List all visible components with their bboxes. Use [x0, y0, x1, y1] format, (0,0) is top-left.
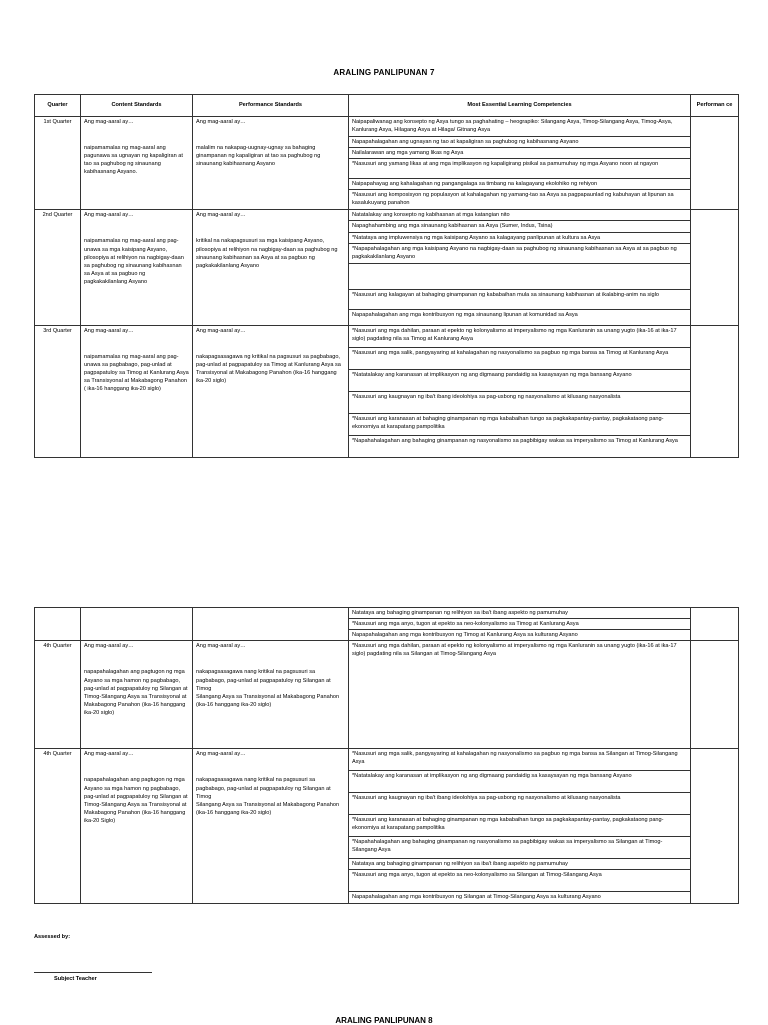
competency: *Napapahalagahan ang mga kaisipang Asyano na nagbigay-daan sa paghubog ng sinaunang kabihasnan sa Asya at sa pagbuo ng pagkakakilanlang Asyano — [349, 243, 691, 263]
quarter-label: 3rd Quarter — [35, 325, 81, 457]
competency: *Napahahalagahan ang bahaging ginampanan ng nasyonalismo sa pagbibigay wakas sa imperyalismo sa Silangan at Timog-Silangang Asya — [349, 837, 691, 859]
competency: Natataya ang bahaging ginampanan ng relihiyon sa iba't ibang aspekto ng pamumuhay — [349, 859, 691, 870]
performance-text-b: Silangang Asya sa Transisyonal at Makabagong Panahon (ika-16 hanggang ika-20 siglo) — [196, 801, 340, 816]
performance-cell — [691, 749, 739, 903]
performance-standard — [193, 210, 349, 325]
performance-lead: Ang mag-aaral ay… — [196, 119, 246, 125]
competency: *Nasusuri ang mga dahilan, paraan at epekto ng kolonyalismo at imperyalismo ng mga Kanluranin sa unang yugto (ika-16 at ika-17 siglo) pagdating nila sa Silangan at Timog-Silangang Asya — [349, 641, 691, 749]
competency: *Nasusuri ang karanasan at bahaging ginampanan ng mga kababaihan tungo sa pagkakapantay-pantay, pagkakataong pang-ekonomiya at karapatang pampolitika — [349, 413, 691, 435]
competency: *Nasusuri ang kaugnayan ng iba't ibang ideolohiya sa pag-usbong ng nasyonalismo at kilusang nasyonalista — [349, 391, 691, 413]
performance-text: kritikal na nakapagsusuri sa mga kaisipang Asyano, pilosopiya at relihiyon na nagbigay-daan sa paghubog ng sinaunang kabihasnan sa Asya at sa pagbuo ng pagkakakilanlang Asyano — [196, 238, 338, 269]
content-text: naipamamalas ng mag-aaral ang pag-unawa sa mga kaisipang Asyano, pilosopiya at relihiyon na nagbigay-daan sa paghubog ng sinaunang kabihasnan sa Asya at sa pagbuo ng pagkakakilanlang Asyano — [84, 238, 184, 285]
content-dates: ( ika-16 hanggang ika-20 siglo) — [84, 386, 161, 393]
competency: *Nasusuri ang kaugnayan ng iba't ibang ideolohiya sa pag-usbong ng nasyonalismo at kilusang nasyonalista — [349, 793, 691, 815]
subject-teacher-label: Subject Teacher — [54, 976, 97, 982]
competency: *Napahahalagahan ang bahaging ginampanan ng nasyonalismo sa pagbibigay wakas sa imperyalismo sa Timog at Kanlurang Asya — [349, 435, 691, 457]
competency: *Nasusuri ang kalagayan at bahaging ginampanan ng kababaihan mula sa sinaunang kabihasnan at ikalabing-anim na siglo — [349, 289, 691, 309]
competency: Natataya ang bahaging ginampanan ng relihiyon sa iba't ibang aspekto ng pamumuhay — [349, 608, 691, 619]
next-page-title: ARALING PANLIPUNAN 8 — [335, 1016, 433, 1025]
competency: Napapahalagahan ang mga kontribusyon ng Timog at Kanlurang Asya sa kulturang Asyano — [349, 630, 691, 641]
competency: Napaghahambing ang mga sinaunang kabihasnan sa Asya (Sumer, Indus, Tsina) — [349, 221, 691, 232]
performance-text-a: nakapagsasagawa nang kritikal na pagsusuri sa pagbabago, pag-unlad at pagpapatuloy ng Silangan at Timog — [196, 669, 331, 692]
assessed-by-label: Assessed by: — [34, 934, 71, 940]
quarter-label: 2nd Quarter — [35, 210, 81, 325]
content-empty — [81, 608, 193, 641]
performance-text-b: Silangang Asya sa Transisyonal at Makabagong Panahon (ika-16 hanggang ika-20 siglo) — [196, 693, 340, 708]
signature-line — [34, 972, 152, 973]
page-title: ARALING PANLIPUNAN 7 — [333, 68, 435, 77]
content-lead: Ang mag-aaral ay… — [84, 119, 134, 125]
content-standard — [81, 210, 193, 325]
performance-lead: Ang mag-aaral ay… — [196, 212, 246, 219]
header-performance-standards: Performance Standards — [193, 95, 349, 117]
performance-standard — [193, 117, 349, 210]
competency: Naipapaliwanag ang konsepto ng Asya tungo sa paghahating – heograpiko: Silangang Asya, Timog-Silangang Asya, Timog-Asya, Kanlurang Asya, Hilagang Asya at Hilaga/ Gitnang Asya — [349, 117, 691, 137]
content-text: naipamamalas ng mag-aaral ang pag-unawa sa pagbabago, pag-unlad at pagpapatuloy sa Timog at Kanlurang Asya sa Transisyonal at Makabagong Panahon — [84, 353, 189, 385]
content-text: napapahalagahan ang pagtugon ng mga Asyano sa mga hamon ng pagbabago, pag-unlad at pagpapatuloy ng Silangan at Timog-Silangang Asya sa Transisyonal at Makabagong Panahon (ika-16 hanggang ika-20 siglo) — [84, 669, 188, 716]
header-quarter: Quarter — [35, 95, 81, 117]
competency: *Natataya ang impluwensiya ng mga kaisipang Asyano sa kalagayang panlipunan at kultura sa Asya — [349, 232, 691, 243]
melc-table-top — [34, 94, 739, 458]
performance-text: malalim na nakapag-uugnay-ugnay sa bahaging ginampanan ng kapaligiran at tao sa paghubog ng sinaunang kabihasnang Asyano — [196, 145, 321, 168]
competency: *Nasusuri ang mga salik, pangyayaring at kahalagahan ng nasyonalismo sa pagbuo ng mga bansa sa Timog at Kanlurang Asya — [349, 347, 691, 369]
competency: *Nasusuri ang komposisyon ng populasyon at kahalagahan ng yamang-tao sa Asya sa pagpapaunlad ng kabuhayan at lipunan sa kasalukuyang panahon — [349, 190, 691, 210]
performance-empty — [193, 608, 349, 641]
performance-text-a: nakapagsasagawa nang kritikal na pagsusuri sa pagbabago, pag-unlad at pagpapatuloy ng Silangan at Timog — [196, 777, 331, 800]
content-standard — [81, 641, 193, 749]
content-lead: Ang mag-aaral ay… — [84, 643, 134, 650]
competency: Napapahalagahan ang ugnayan ng tao at kapaligiran sa paghubog ng kabihasnang Asyano — [349, 137, 691, 148]
competency: Naipapahayag ang kahalagahan ng pangangalaga sa timbang na kalagayang ekolohiko ng rehiyon — [349, 179, 691, 190]
quarter-label: 4th Quarter — [35, 749, 81, 903]
melc-table-bottom — [34, 607, 739, 904]
performance-lead: Ang mag-aaral ay… — [196, 643, 246, 650]
competency: *Nasusuri ang mga anyo, tugon at epekto sa neo-kolonyalismo sa Timog at Kanlurang Asya — [349, 619, 691, 630]
competency: *Nasusuri ang karanasan at bahaging ginampanan ng mga kababaihan tungo sa pagkakapantay-pantay, pagkakataong pang-ekonomiya at karapatang pampolitika — [349, 815, 691, 837]
competency: *Natatalakay ang karanasan at implikasyon ng ang digmaang pandaidig sa kasaysayan ng mga bansang Asyano — [349, 771, 691, 793]
content-text: naipamamalas ng mag-aaral ang pagunawa sa ugnayan ng kapaligiran at tao sa paghubog ng sinaunang kabihasnang Asyano. — [84, 145, 183, 176]
performance-cell — [691, 117, 739, 210]
competency: *Nasusuri ang mga salik, pangyayaring at kahalagahan ng nasyonalismo sa pagbuo ng mga bansa sa Silangan at Timog-Silangang Asya — [349, 749, 691, 771]
header-melc: Most Essential Learning Competencies — [349, 95, 691, 117]
content-standard — [81, 749, 193, 903]
performance-cell — [691, 210, 739, 325]
content-lead: Ang mag-aaral ay… — [84, 751, 134, 758]
performance-cell — [691, 608, 739, 641]
competency: Napapahalagahan ang mga kontribusyon ng mga sinaunang lipunan at komunidad sa Asya — [349, 309, 691, 325]
competency: Napapahalagahan ang mga kontribusyon ng Silangan at Timog-Silangang Asya sa kulturang Asyano — [349, 892, 691, 903]
content-standard — [81, 325, 193, 457]
quarter-label: 4th Quarter — [35, 641, 81, 749]
competency-empty — [349, 263, 691, 289]
content-lead: Ang mag-aaral ay… — [84, 212, 134, 219]
performance-standard — [193, 325, 349, 457]
competency: Natatalakay ang konsepto ng kabihasnan at mga katangian nito — [349, 210, 691, 221]
header-content-standards: Content Standards — [81, 95, 193, 117]
performance-lead: Ang mag-aaral ay… — [196, 327, 246, 334]
competency: Nailalarawan ang mga yamang likas ng Asya — [349, 148, 691, 159]
header-performance-col: Performan ce — [691, 95, 739, 117]
performance-lead: Ang mag-aaral ay… — [196, 751, 246, 758]
performance-text: nakapagsasagawa ng kritikal na pagsusuri sa pagbabago, pag-unlad at pagpapatuloy sa Timog at Kanlurang Asya sa Transisyonal at Makabagong Panahon (ika-16 hanggang ika-20 siglo) — [196, 353, 341, 385]
competency: *Natatalakay ang karanasan at implikasyon ng ang digmaang pandaidig sa kasaysayan ng mga bansang Asyano — [349, 369, 691, 391]
quarter-empty — [35, 608, 81, 641]
performance-standard — [193, 641, 349, 749]
competency: *Nasusuri ang yamang likas at ang mga implikasyon ng kapaligirang pisikal sa pamumuhay ng mga Asyano noon at ngayon — [349, 159, 691, 179]
quarter-label: 1st Quarter — [35, 117, 81, 210]
performance-cell — [691, 325, 739, 457]
content-standard — [81, 117, 193, 210]
performance-cell — [691, 641, 739, 749]
competency: *Nasusuri ang mga dahilan, paraan at epekto ng kolonyalismo at imperyalismo ng mga Kanluranin sa unang yugto (ika-16 at ika-17 siglo) pagdating nila sa Timog at Kanlurang Asya — [349, 325, 691, 347]
competency: *Nasusuri ang mga anyo, tugon at epekto sa neo-kolonyalismo sa Silangan at Timog-Silangang Asya — [349, 870, 691, 892]
content-text: napapahalagahan ang pagtugon ng mga Asyano sa mga hamon ng pagbabago, pag-unlad at pagpapatuloy ng Silangan at Timog-Silangang Asya sa Transisyonal at Makabagong Panahon (ika-16 hanggang ika-20 Siglo) — [84, 777, 188, 824]
content-lead: Ang mag-aaral ay… — [84, 327, 134, 334]
performance-standard — [193, 749, 349, 903]
